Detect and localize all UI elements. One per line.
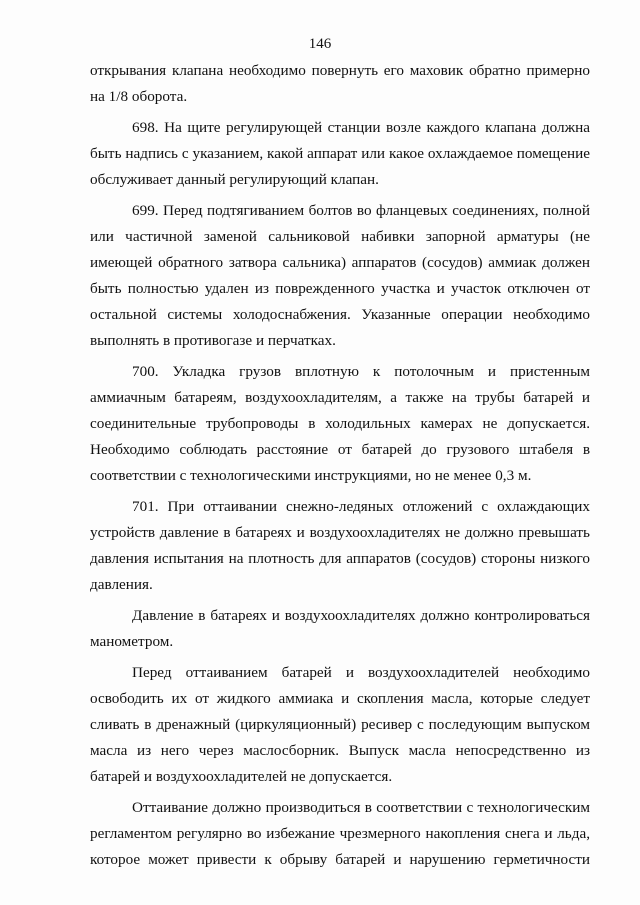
paragraph-pressure-control: Давление в батареях и воздухоохладителях должно контролироваться манометром. [90,607,590,650]
paragraph-698: 698. На щите регулирующей станции возле каждого клапана должна быть надпись с указанием, какой аппарат или какое охлаждаемое помещение обслуживает данный регулирующий клапан. [90,119,590,188]
document-body [90,58,590,873]
page-number: 146 [308,36,332,52]
paragraph-701: 701. При оттаивании снежно-ледяных отложений с охлаждающих устройств давление в батареях и воздухоохладителях не должно превышать давления испытания на плотность для аппаратов (сосудов) стороны низкого давления. [90,498,590,593]
paragraph-continuation: открывания клапана необходимо повернуть его маховик обратно примерно на 1/8 оборота. [90,62,590,105]
paragraph-defrost-regulation: Оттаивание должно производиться в соответствии с технологическим регламентом регулярно во избежание чрезмерного накопления снега и льда, которое может привести к обрыву батарей и нарушению герметичности [90,799,590,868]
paragraph-before-defrost: Перед оттаиванием батарей и воздухоохладителей необходимо освободить их от жидкого аммиака и скопления масла, которые следует сливать в дренажный (циркуляционный) ресивер с последующим выпуском масла из него через маслосборник. Выпуск масла непосредственно из батарей и воздухоохладителей не допускается. [90,664,590,785]
paragraph-699: 699. Перед подтягиванием болтов во фланцевых соединениях, полной или частичной заменой сальниковой набивки запорной арматуры (не имеющей обратного затвора сальника) аппаратов (сосудов) аммиак должен быть полностью удален из поврежденного участка и участок отключен от остальной системы холодоснабжения. Указанные операции необходимо выполнять в противогазе и перчатках. [90,202,590,349]
paragraph-700: 700. Укладка грузов вплотную к потолочным и пристенным аммиачным батареям, воздухоохладителям, а также на трубы батарей и соединительные трубопроводы в холодильных камерах не допускается. Необходимо соблюдать расстояние от батарей до грузового штабеля в соответствии с технологическими инструкциями, но не менее 0,3 м. [90,363,590,484]
